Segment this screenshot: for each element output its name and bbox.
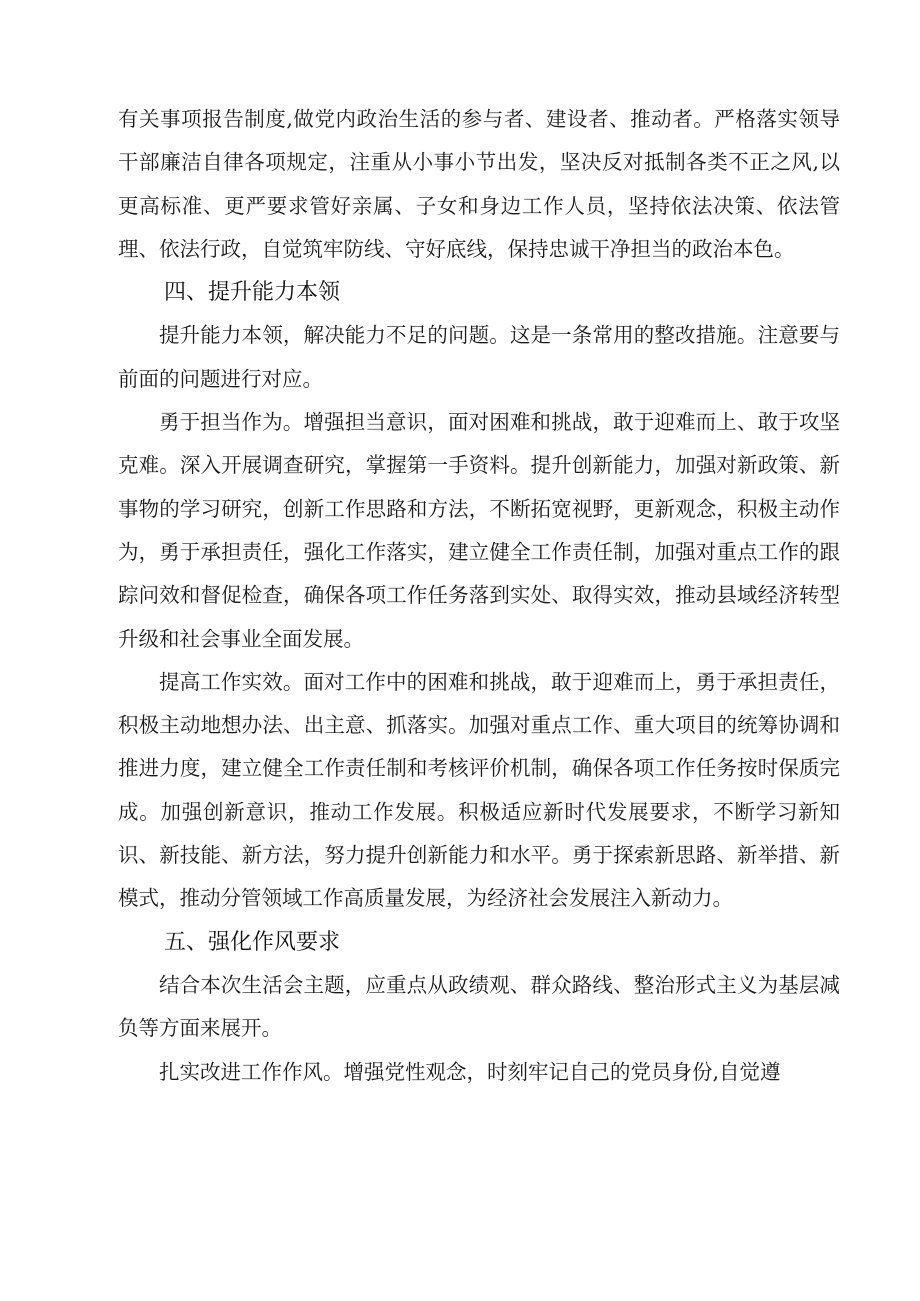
paragraph: 勇于担当作为。增强担当意识，面对困难和挑战，敢于迎难而上、敢于攻坚克难。深入开展调查研究，掌握第一手资料。提升创新能力，加强对新政策、新事物的学习研究，创新工作思路和方法，不断拓宽视野，更新观念，积极主动作为，勇于承担责任，强化工作落实，建立健全工作责任制，加强对重点工作的跟踪问效和督促检查，确保各项工作任务落到实处、取得实效，推动县域经济转型升级和社会事业全面发展。	[118, 410, 840, 651]
paragraph: 结合本次生活会主题，应重点从政绩观、群众路线、整治形式主义为基层减负等方面来展开。	[118, 972, 840, 1041]
section-heading-4: 四、提升能力本领	[164, 280, 341, 306]
section-heading-5: 五、强化作风要求	[164, 929, 341, 955]
paragraph: 提高工作实效。面对工作中的困难和挑战，敢于迎难而上，勇于承担责任，积极主动地想办法、出主意、抓落实。加强对重点工作、重大项目的统筹协调和推进力度，建立健全工作责任制和考核评价机制，确保各项工作任务按时保质完成。加强创新意识，推动工作发展。积极适应新时代发展要求，不断学习新知识、新技能、新方法，努力提升创新能力和水平。勇于探索新思路、新举措、新模式，推动分管领域工作高质量发展，为经济社会发展注入新动力。	[118, 669, 840, 911]
paragraph: 提升能力本领，解决能力不足的问题。这是一条常用的整改措施。注意要与前面的问题进行对应。	[118, 323, 840, 391]
paragraph-continued: 有关事项报告制度,做党内政治生活的参与者、建设者、推动者。严格落实领导干部廉洁自律各项规定，注重从小事小节出发，坚决反对抵制各类不正之风,以更高标准、更严要求管好亲属、子女和身边工作人员，坚持依法决策、依法管理、依法行政，自觉筑牢防线、守好底线，保持忠诚干净担当的政治本色。	[118, 107, 840, 261]
paragraph: 扎实改进工作作风。增强党性观念，时刻牢记自己的党员身份,自觉遵	[159, 1059, 781, 1084]
document-body	[118, 98, 840, 1094]
